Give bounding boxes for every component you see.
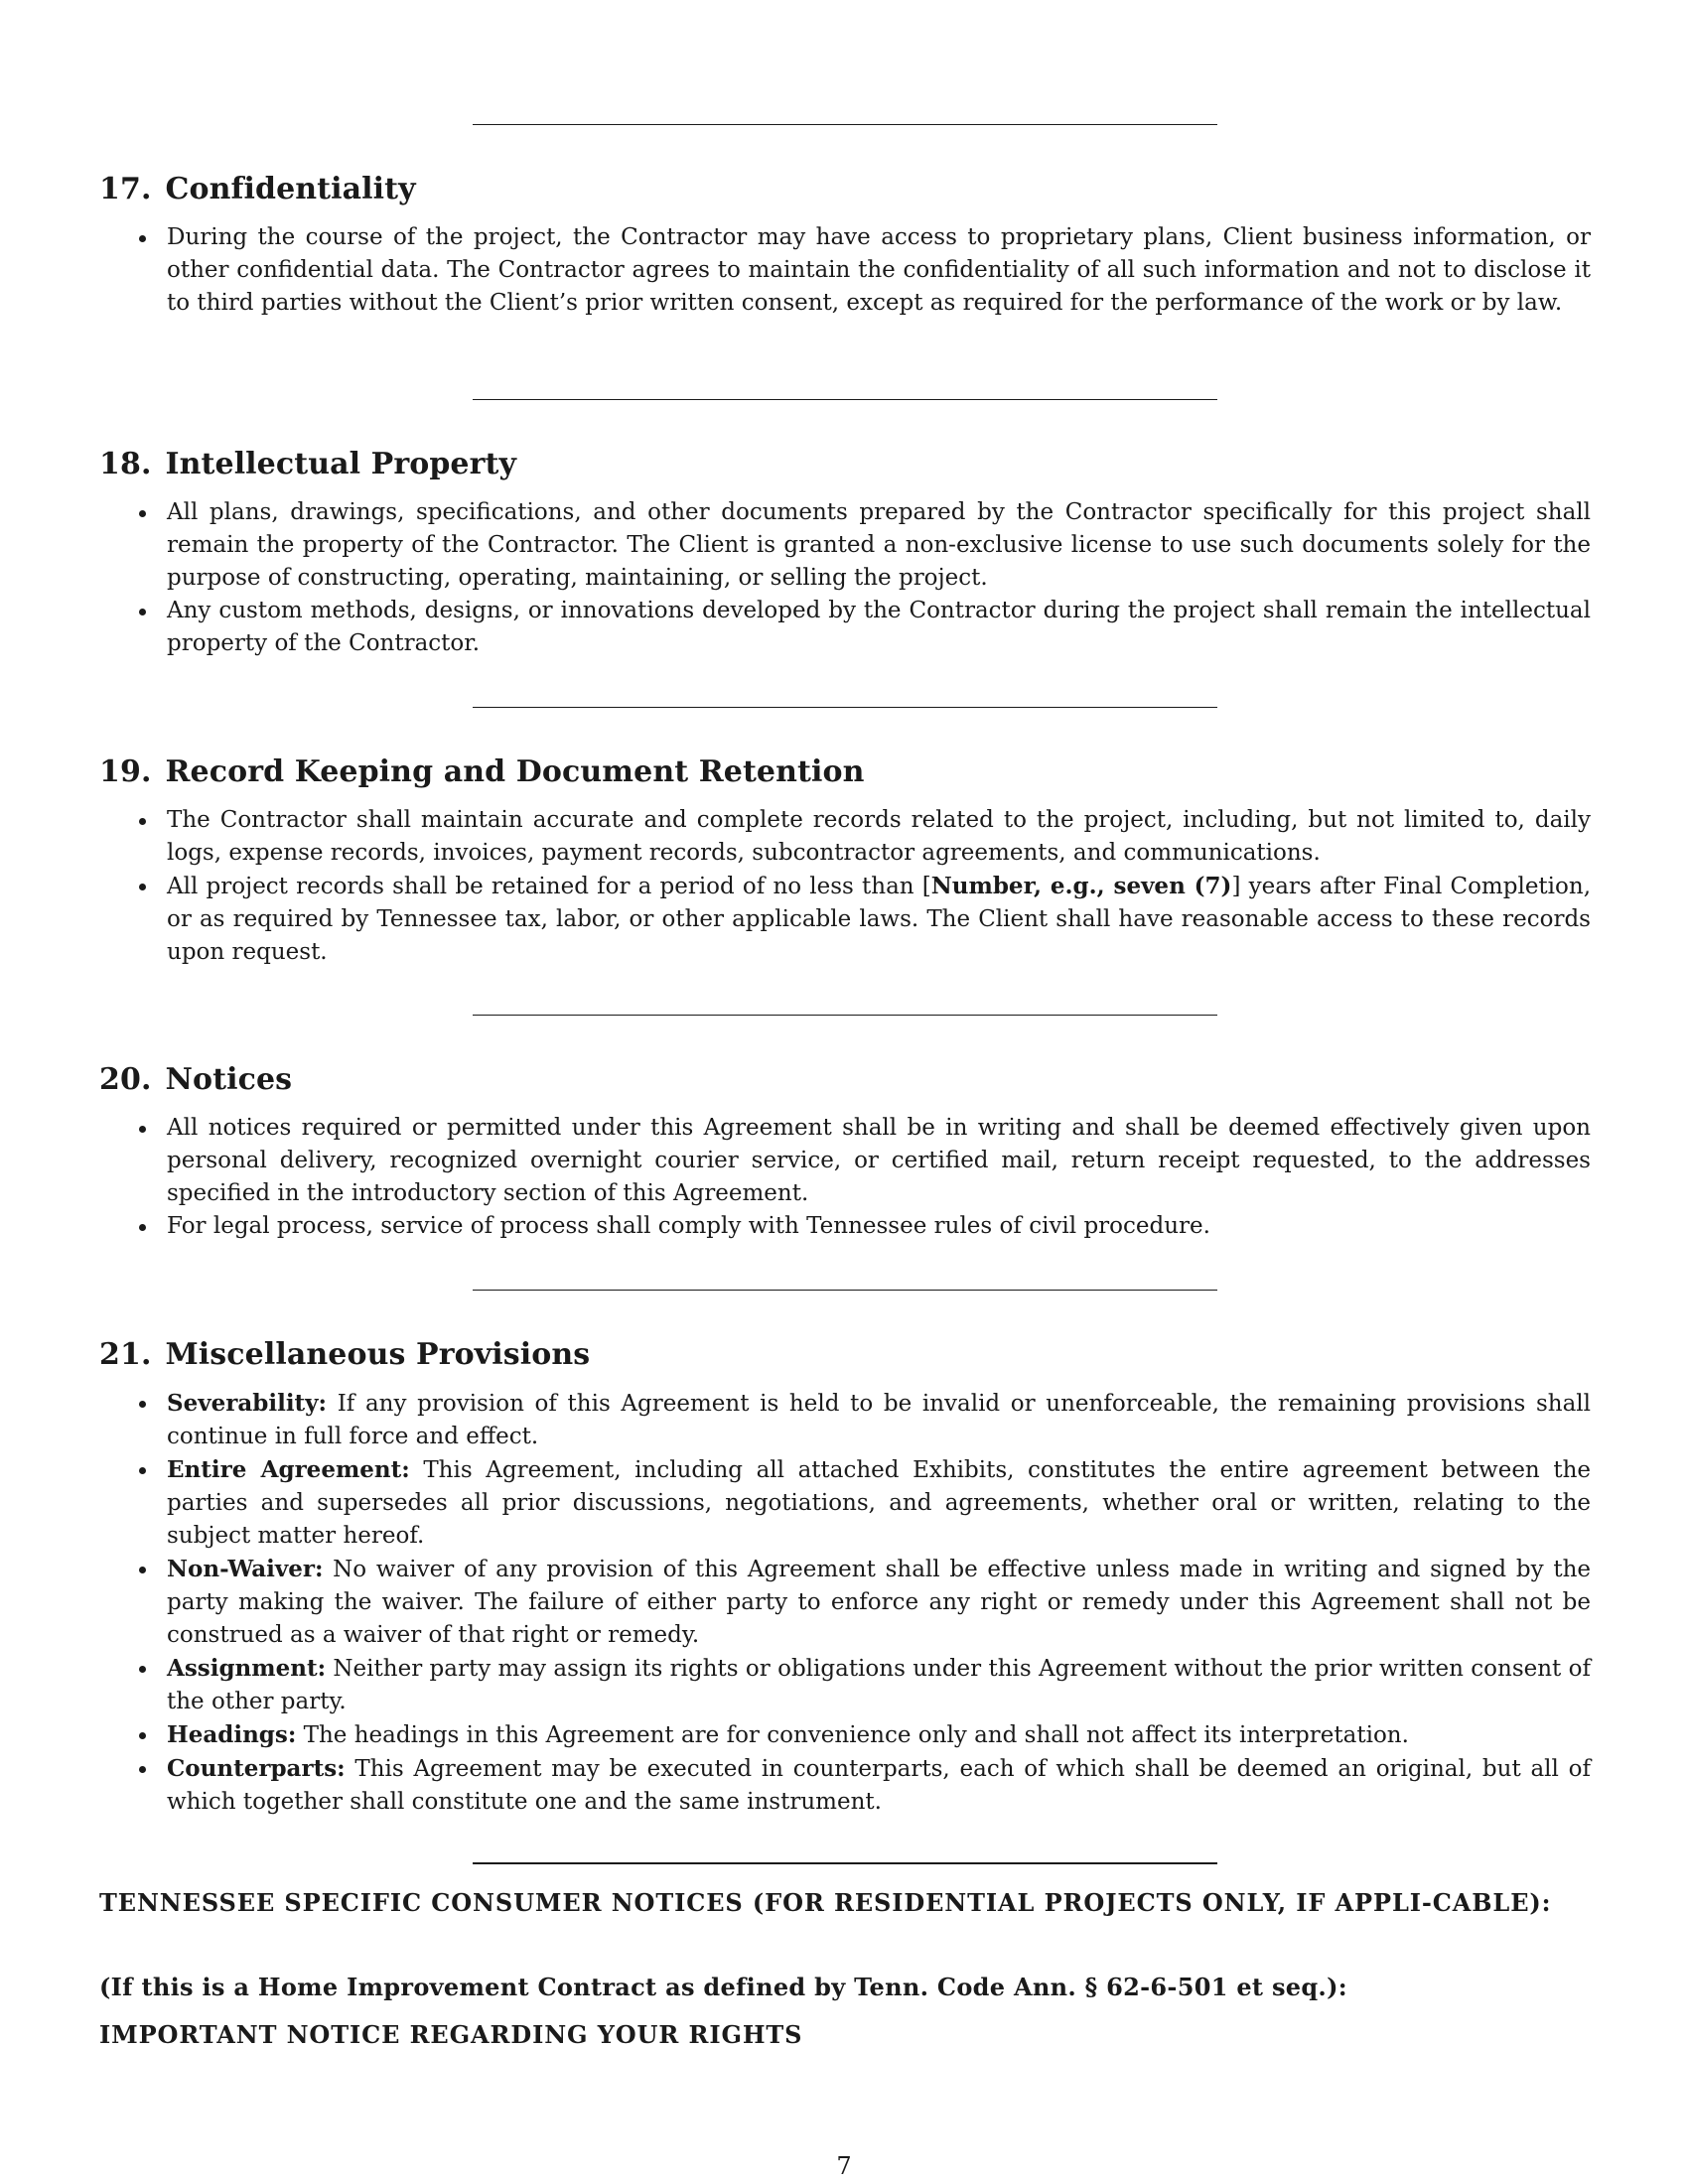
list-item: For legal process, service of process shall comply with Tennessee rules of civil procedure. (99, 1210, 1591, 1243)
list-item: Entire Agreement: This Agreement, including all attached Exhibits, constitutes the entire agreement between the parties and supersedes all prior discussions, negotiations, and agreements, whether oral or written, relating to the subject matter hereof. (99, 1453, 1591, 1553)
list-item: All project records shall be retained for a period of no less than [Number, e.g., seven (7)] years after Final Completion, or as required by Tennessee tax, labor, or other applicable laws. The Client shall have reasonable access to these records upon request. (99, 870, 1591, 969)
section-21 (99, 1336, 1591, 1819)
list-item: During the course of the project, the Contractor may have access to proprietary plans, Client business information, or other confidential data. The Contractor agrees to maintain the confidentiality of all such information and not to disclose it to third parties without the Client’s prior written consent, except as required for the performance of the work or by law. (99, 221, 1591, 320)
bullet-list (99, 804, 1591, 969)
list-item: Headings: The headings in this Agreement are for convenience only and shall not affect its interpretation. (99, 1718, 1591, 1752)
bullet-list (99, 221, 1591, 320)
bullet-list (99, 496, 1591, 660)
section-20 (99, 1061, 1591, 1243)
list-item: Counterparts: This Agreement may be executed in counterparts, each of which shall be deemed an original, but all of which together shall constitute one and the same instrument. (99, 1752, 1591, 1819)
section-17 (99, 171, 1591, 320)
section-heading: 18. Intellectual Property (99, 447, 517, 481)
section-divider (473, 1290, 1217, 1291)
list-item: Any custom methods, designs, or innovations developed by the Contractor during the project shall remain the intellectual property of the Contractor. (99, 595, 1591, 660)
section-19 (99, 753, 1591, 969)
important-notice-heading: IMPORTANT NOTICE REGARDING YOUR RIGHTS (99, 2020, 803, 2049)
list-item: Non-Waiver: No waiver of any provision of this Agreement shall be effective unless made in writing and signed by the party making the waiver. The failure of either party to enforce any right or remedy under this Agreement shall not be construed as a waiver of that right or remedy. (99, 1553, 1591, 1652)
list-item: Severability: If any provision of this Agreement is held to be invalid or unenforceable, the remaining provisions shall continue in full force and effect. (99, 1387, 1591, 1453)
list-item: All notices required or permitted under this Agreement shall be in writing and shall be deemed effectively given upon personal delivery, recognized overnight courier service, or certified mail, return receipt requested, to the addresses specified in the introductory section of this Agreement. (99, 1112, 1591, 1210)
section-divider (473, 707, 1217, 708)
section-divider (473, 399, 1217, 400)
list-item: Assignment: Neither party may assign its rights or obligations under this Agreement without the prior written consent of the other party. (99, 1652, 1591, 1718)
section-heading: 17. Confidentiality (99, 172, 416, 206)
document-page (99, 0, 1591, 2184)
list-item: All plans, drawings, specifications, and other documents prepared by the Contractor specifically for this project shall remain the property of the Contractor. The Client is granted a non-exclusive license to use such documents solely for the purpose of constructing, operating, maintaining, or selling the project. (99, 496, 1591, 595)
consumer-notices-heading: TENNESSEE SPECIFIC CONSUMER NOTICES (FOR RESIDENTIAL PROJECTS ONLY, IF APPLI-CABLE): (99, 1888, 1552, 1917)
bullet-list (99, 1387, 1591, 1819)
section-divider (473, 1862, 1217, 1864)
section-heading: 20. Notices (99, 1062, 293, 1097)
section-18 (99, 446, 1591, 660)
section-divider (473, 124, 1217, 125)
section-heading: 21. Miscellaneous Provisions (99, 1337, 591, 1372)
list-item: The Contractor shall maintain accurate and complete records related to the project, including, but not limited to, daily logs, expense records, invoices, payment records, subcontractor agreements, and communications. (99, 804, 1591, 870)
section-divider (473, 1015, 1217, 1016)
section-heading: 19. Record Keeping and Document Retention (99, 754, 865, 789)
home-improvement-subheading: (If this is a Home Improvement Contract as defined by Tenn. Code Ann. § 62-6-501 et seq.): (99, 1973, 1347, 2001)
page-number: 7 (836, 2152, 852, 2180)
bullet-list (99, 1112, 1591, 1243)
